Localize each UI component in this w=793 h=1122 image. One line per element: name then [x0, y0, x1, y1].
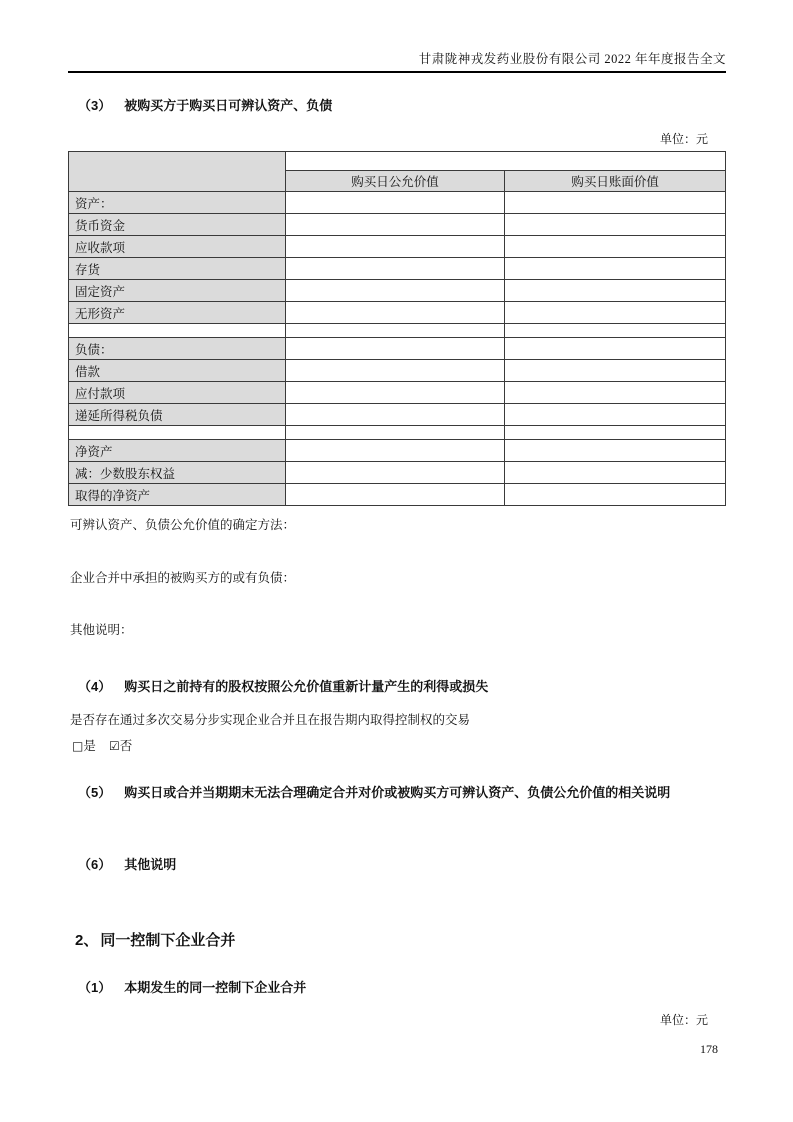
heading-number: （1） [78, 980, 112, 995]
table-spacer-row [69, 426, 726, 440]
section-4-heading [68, 678, 726, 695]
fair-value-cell [285, 382, 504, 404]
table-row [69, 258, 726, 280]
row-label-cell: 借款 [69, 360, 286, 382]
fair-value-cell [285, 258, 504, 280]
heading-title: 购买日或合并当期期末无法合理确定合并对价或被购买方可辨认资产、负债公允价值的相关说明 [124, 785, 671, 800]
page-number: 178 [700, 1042, 718, 1056]
book-value-cell [505, 324, 726, 338]
book-value-cell [505, 462, 726, 484]
col-header-book-value: 购买日账面价值 [505, 171, 726, 192]
heading-number: （5） [78, 785, 112, 800]
fair-value-cell [285, 440, 504, 462]
row-label-cell: 取得的净资产 [69, 484, 286, 506]
fair-value-cell [285, 462, 504, 484]
col-header-fair-value: 购买日公允价值 [285, 171, 504, 192]
table-merged-header-cell [285, 152, 725, 171]
table-row [69, 236, 726, 258]
fair-value-cell [285, 360, 504, 382]
checkbox-unchecked-icon: □ [72, 739, 84, 753]
checkbox-yes [72, 739, 96, 753]
table-corner-cell [69, 152, 286, 192]
fair-value-cell [285, 236, 504, 258]
book-value-cell [505, 440, 726, 462]
table-spacer-row [69, 324, 726, 338]
row-label-cell: 应收款项 [69, 236, 286, 258]
fair-value-cell [285, 280, 504, 302]
fair-value-cell [285, 426, 504, 440]
heading-title: 购买日之前持有的股权按照公允价值重新计量产生的利得或损失 [124, 679, 489, 694]
fair-value-cell [285, 302, 504, 324]
row-label-cell: 减：少数股东权益 [69, 462, 286, 484]
identifiable-assets-table [68, 151, 726, 506]
table-row [69, 360, 726, 382]
table-row [69, 338, 726, 360]
checkbox-no-label: 否 [119, 739, 133, 753]
fair-value-cell [285, 404, 504, 426]
book-value-cell [505, 258, 726, 280]
row-label-cell: 存货 [69, 258, 286, 280]
book-value-cell [505, 484, 726, 506]
fair-value-cell [285, 214, 504, 236]
fair-value-cell [285, 324, 504, 338]
note-other: 其他说明： [70, 623, 133, 637]
book-value-cell [505, 280, 726, 302]
heading-number: 2、 [75, 932, 99, 949]
fair-value-cell [285, 338, 504, 360]
row-label-cell [69, 426, 286, 440]
book-value-cell [505, 338, 726, 360]
table-header-row-top [69, 152, 726, 171]
checkbox-no [109, 739, 132, 753]
book-value-cell [505, 360, 726, 382]
heading-number: （4） [78, 679, 112, 694]
book-value-cell [505, 236, 726, 258]
table-row [69, 214, 726, 236]
section-6-heading [68, 856, 726, 873]
section-3-heading [68, 97, 726, 114]
step-acquisition-question: 是否存在通过多次交易分步实现企业合并且在报告期内取得控制权的交易 [70, 713, 471, 727]
row-label-cell: 固定资产 [69, 280, 286, 302]
book-value-cell [505, 192, 726, 214]
note-fair-value-method: 可辨认资产、负债公允价值的确定方法： [70, 518, 296, 532]
row-label-cell: 递延所得税负债 [69, 404, 286, 426]
book-value-cell [505, 214, 726, 236]
row-label-cell: 货币资金 [69, 214, 286, 236]
row-label-cell: 负债： [69, 338, 286, 360]
fair-value-cell [285, 484, 504, 506]
table-row [69, 302, 726, 324]
section-5-heading [68, 784, 726, 801]
heading-number: （3） [78, 98, 112, 113]
checkbox-checked-icon: ☑ [108, 739, 120, 753]
table-row [69, 484, 726, 506]
row-label-cell: 净资产 [69, 440, 286, 462]
unit-label: 单位：元 [659, 132, 708, 146]
book-value-cell [505, 302, 726, 324]
heading-title: 其他说明 [124, 857, 177, 872]
checkbox-yes-label: 是 [83, 739, 96, 753]
table-row [69, 462, 726, 484]
book-value-cell [505, 404, 726, 426]
table-row [69, 280, 726, 302]
row-label-cell: 应付款项 [69, 382, 286, 404]
checkbox-group [68, 738, 726, 754]
note-contingent-liability: 企业合并中承担的被购买方的或有负债： [70, 571, 296, 585]
heading-title: 同一控制下企业合并 [100, 932, 236, 949]
table-row [69, 382, 726, 404]
table-row [69, 192, 726, 214]
book-value-cell [505, 382, 726, 404]
row-label-cell [69, 324, 286, 338]
header-rule [68, 71, 726, 73]
table-row [69, 404, 726, 426]
fair-value-cell [285, 192, 504, 214]
chapter-2-heading [68, 931, 726, 951]
report-header-title: 甘肃陇神戎发药业股份有限公司 2022 年年度报告全文 [418, 52, 726, 66]
unit-label-2: 单位：元 [659, 1013, 708, 1027]
row-label-cell: 无形资产 [69, 302, 286, 324]
heading-number: （6） [78, 857, 112, 872]
table-row [69, 440, 726, 462]
heading-title: 本期发生的同一控制下企业合并 [124, 980, 307, 995]
section-2-1-heading [68, 979, 726, 996]
row-label-cell: 资产： [69, 192, 286, 214]
heading-title: 被购买方于购买日可辨认资产、负债 [124, 98, 333, 113]
book-value-cell [505, 426, 726, 440]
